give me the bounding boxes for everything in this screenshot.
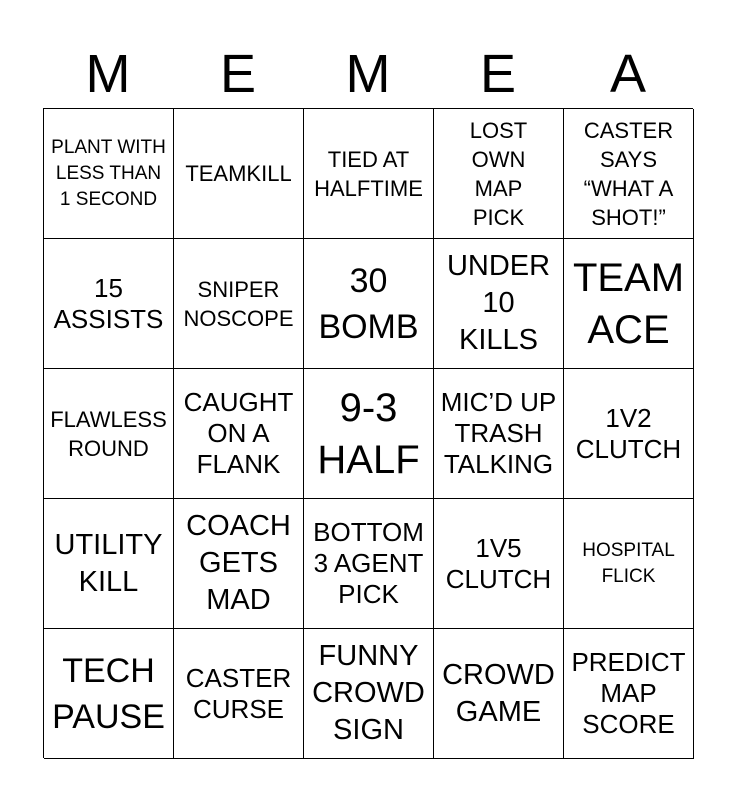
cell-label: PLANT WITH LESS THAN 1 SECOND <box>51 136 166 210</box>
bingo-cell[interactable] <box>174 239 304 369</box>
bingo-cell[interactable] <box>564 629 694 759</box>
cell-label: 1V5 CLUTCH <box>445 532 552 594</box>
cell-label: 30 BOMB <box>318 261 419 346</box>
bingo-cell[interactable] <box>174 629 304 759</box>
bingo-cell[interactable] <box>44 629 174 759</box>
bingo-cell[interactable] <box>44 369 174 499</box>
cell-label: CASTER SAYS “WHAT A SHOT!” <box>583 117 674 230</box>
cell-label: BOTTOM 3 AGENT PICK <box>313 517 424 609</box>
cell-label: 15 ASSISTS <box>53 272 164 334</box>
bingo-header <box>43 40 693 108</box>
cell-label: FUNNY CROWD SIGN <box>312 640 425 746</box>
header-letter-5: A <box>609 44 647 104</box>
bingo-cell[interactable] <box>174 499 304 629</box>
header-letter-3: M <box>345 44 391 104</box>
bingo-cell[interactable] <box>564 369 694 499</box>
bingo-cell[interactable] <box>304 369 434 499</box>
bingo-cell[interactable] <box>174 109 304 239</box>
bingo-cell[interactable] <box>564 239 694 369</box>
bingo-cell[interactable] <box>44 109 174 239</box>
cell-label: PREDICT MAP SCORE <box>571 647 686 739</box>
bingo-board <box>43 108 693 758</box>
cell-label: 9-3 HALF <box>317 385 420 482</box>
bingo-cell[interactable] <box>174 369 304 499</box>
cell-label: TEAM ACE <box>572 255 685 352</box>
bingo-cell[interactable] <box>564 499 694 629</box>
cell-label: CASTER CURSE <box>185 662 292 724</box>
header-letter-1: M <box>85 44 131 104</box>
cell-label: UTILITY KILL <box>54 528 163 598</box>
cell-label: MIC’D UP TRASH TALKING <box>440 387 557 479</box>
cell-label: TEAMKILL <box>185 161 292 186</box>
header-letter-4: E <box>479 44 517 104</box>
bingo-cell[interactable] <box>304 109 434 239</box>
bingo-cell[interactable] <box>434 629 564 759</box>
bingo-cell[interactable] <box>304 239 434 369</box>
bingo-cell[interactable] <box>304 629 434 759</box>
bingo-cell[interactable] <box>434 109 564 239</box>
cell-label: 1V2 CLUTCH <box>575 402 682 464</box>
cell-label: CAUGHT ON A FLANK <box>183 387 294 479</box>
bingo-cell[interactable] <box>44 499 174 629</box>
cell-label: LOST OWN MAP PICK <box>469 117 528 230</box>
cell-label: COACH GETS MAD <box>186 510 291 616</box>
cell-label: TECH PAUSE <box>52 651 165 736</box>
cell-label: TIED AT HALFTIME <box>314 146 423 201</box>
cell-label: SNIPER NOSCOPE <box>183 276 294 331</box>
bingo-cell[interactable] <box>434 369 564 499</box>
cell-label: FLAWLESS ROUND <box>50 406 167 461</box>
bingo-cell[interactable] <box>434 239 564 369</box>
cell-label: CROWD GAME <box>442 658 555 728</box>
cell-label: UNDER 10 KILLS <box>446 250 551 356</box>
cell-label: HOSPITAL FLICK <box>582 539 675 587</box>
bingo-cell[interactable] <box>304 499 434 629</box>
bingo-cell[interactable] <box>44 239 174 369</box>
bingo-cell[interactable] <box>434 499 564 629</box>
bingo-cell[interactable] <box>564 109 694 239</box>
header-letter-2: E <box>219 44 257 104</box>
